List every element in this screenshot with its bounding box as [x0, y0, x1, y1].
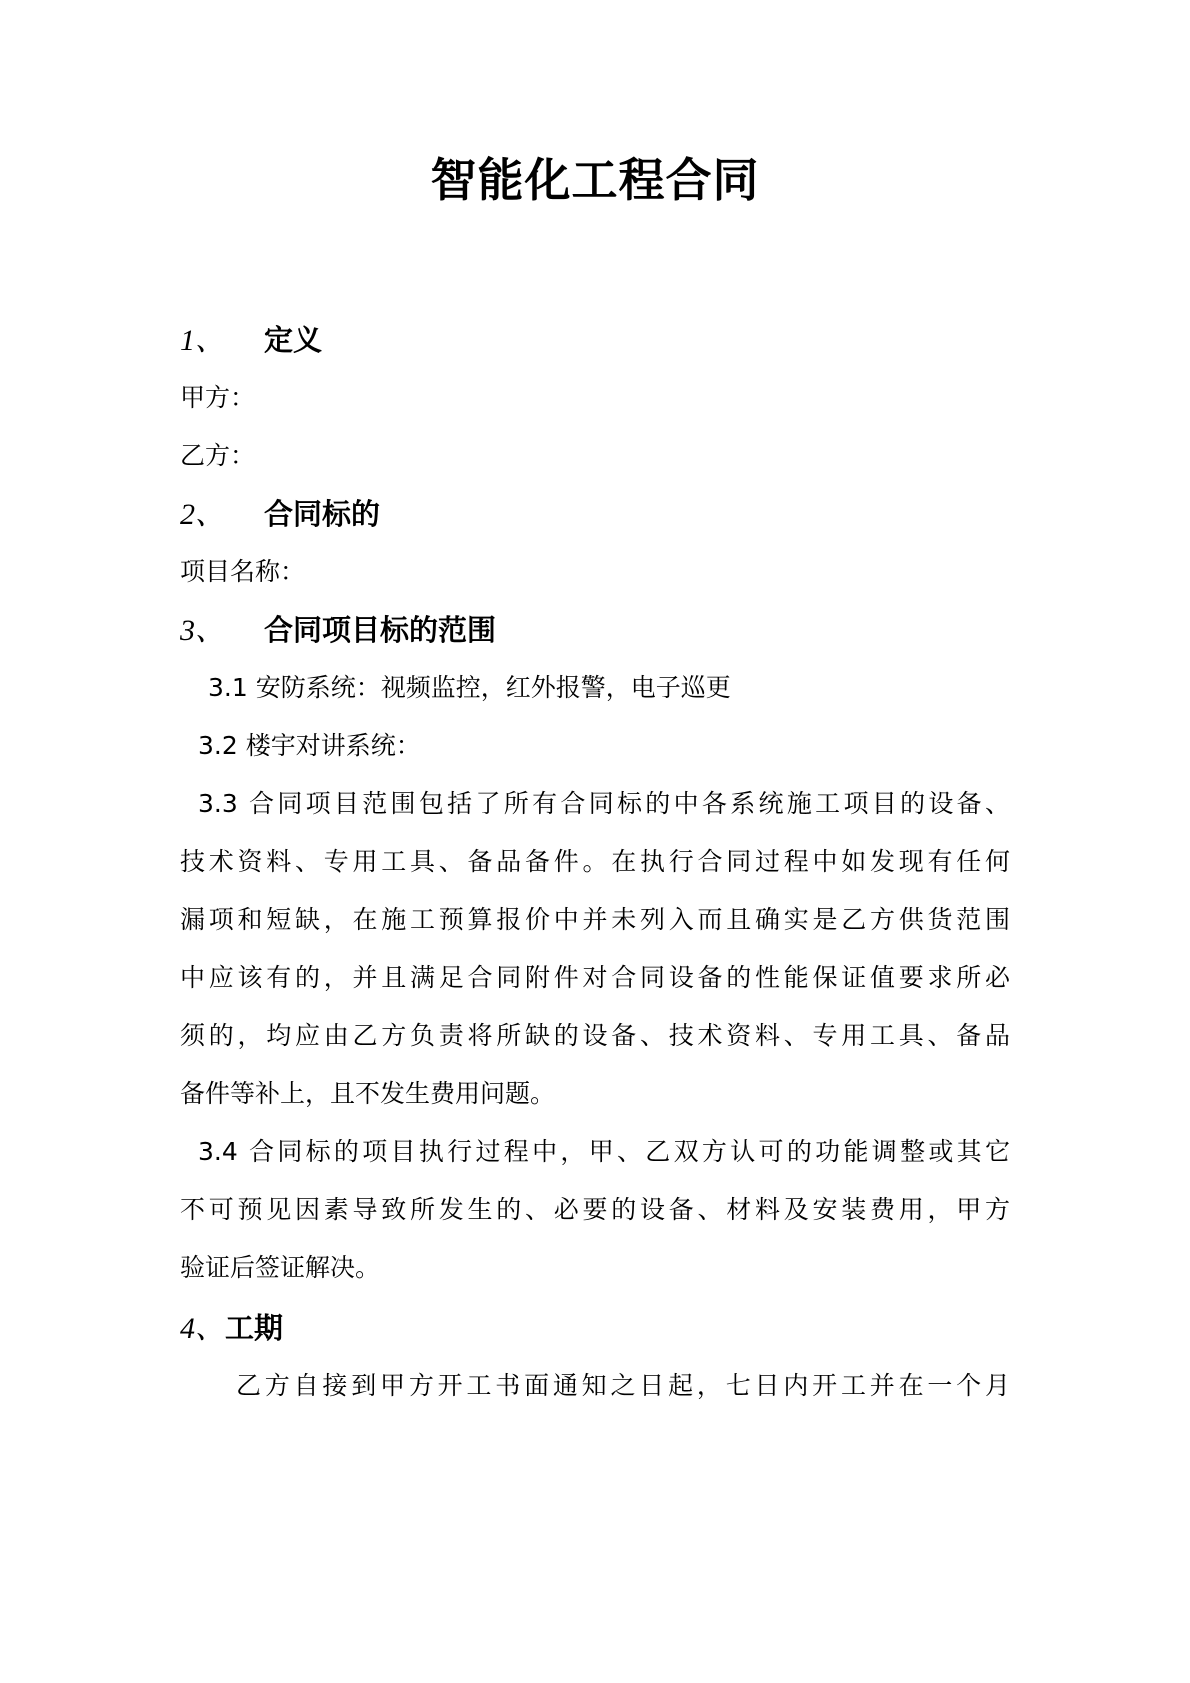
party-b-label: 乙方： — [180, 441, 256, 470]
document-title: 智能化工程合同 — [430, 153, 760, 207]
section-number: 3、 — [180, 614, 225, 647]
clause-3-4-line-3: 验证后签证解决。 — [180, 1253, 381, 1282]
clause-3-3-line-5: 须的，均应由乙方负责将所缺的设备、技术资料、专用工具、备品 — [180, 1021, 1010, 1050]
clause-3-3-line-6: 备件等补上，且不发生费用问题。 — [180, 1079, 556, 1108]
section-heading-1 — [180, 322, 322, 359]
section-title: 定义 — [264, 323, 323, 357]
project-name-label: 项目名称： — [180, 557, 306, 586]
clause-3-2: 3.2 楼宇对讲系统： — [198, 731, 421, 760]
clause-3-1: 3.1 安防系统：视频监控，红外报警，电子巡更 — [208, 673, 731, 702]
section-title: 合同标的 — [264, 497, 381, 531]
clause-3-3-line-4: 中应该有的，并且满足合同附件对合同设备的性能保证值要求所必 — [180, 963, 1010, 992]
clause-3-4-line-1: 3.4 合同标的项目执行过程中，甲、乙双方认可的功能调整或其它 — [198, 1137, 1010, 1166]
schedule-line-1: 乙方自接到甲方开工书面通知之日起，七日内开工并在一个月 — [236, 1371, 1010, 1400]
section-heading-3 — [180, 612, 496, 649]
clause-3-4-line-2: 不可预见因素导致所发生的、必要的设备、材料及安装费用，甲方 — [180, 1195, 1010, 1224]
section-heading-2 — [180, 496, 380, 533]
section-title: 工期 — [225, 1311, 284, 1345]
section-number: 2、 — [180, 498, 225, 531]
clause-3-3-line-3: 漏项和短缺，在施工预算报价中并未列入而且确实是乙方供货范围 — [180, 905, 1010, 934]
clause-3-3-line-1: 3.3 合同项目范围包括了所有合同标的中各系统施工项目的设备、 — [198, 789, 1010, 818]
clause-3-3-line-2: 技术资料、专用工具、备品备件。在执行合同过程中如发现有任何 — [180, 847, 1010, 876]
section-number: 4、 — [180, 1312, 225, 1345]
party-a-label: 甲方： — [180, 383, 256, 412]
section-number: 1、 — [180, 324, 225, 357]
section-heading-4 — [180, 1310, 283, 1347]
section-title: 合同项目标的范围 — [264, 613, 497, 647]
